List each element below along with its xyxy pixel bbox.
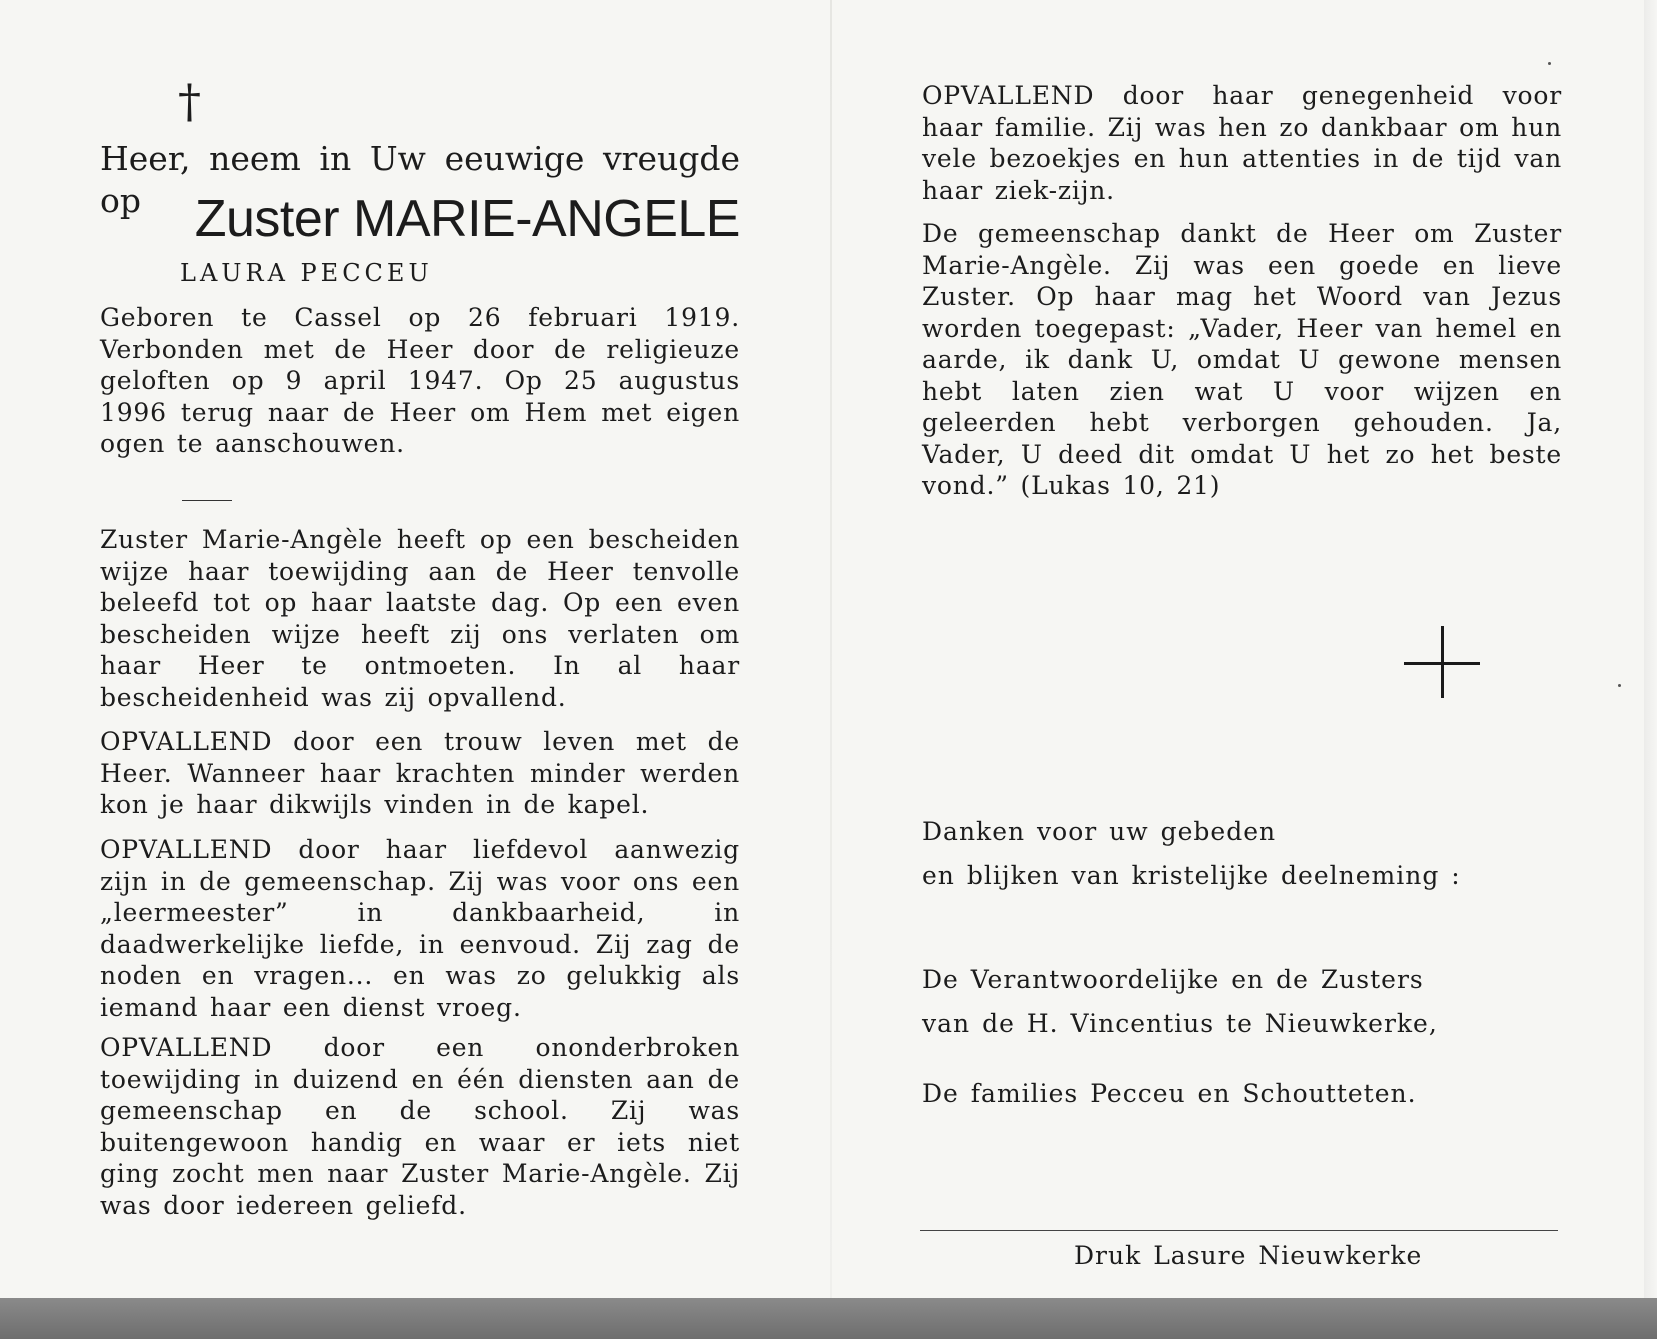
cross-icon: † — [178, 74, 201, 128]
signers-line-3: De families Pecceu en Schoutteten. — [922, 1079, 1417, 1108]
printer-credit: Druk Lasure Nieuwkerke — [1074, 1241, 1423, 1270]
card-fold — [830, 0, 832, 1298]
signers-line-2: van de H. Vincentius te Nieuwkerke, — [922, 1009, 1438, 1038]
divider — [182, 500, 232, 501]
card-edge — [1644, 0, 1657, 1298]
signers-line-1: De Verantwoordelijke en de Zusters — [922, 965, 1424, 994]
bio-paragraph: Geboren te Cassel op 26 februari 1919. Verbonden met de Heer door de religieuze geloften op 9 april 1947. Op 25 augustus 1996 terug naar de Heer om Hem met eigen ogen te aanschouwen. — [100, 303, 740, 458]
paper-speck — [1548, 62, 1551, 65]
tribute-paragraph-1: Zuster Marie-Angèle heeft op een bescheiden wijze haar toewijding aan de Heer tenvolle beleefd tot op haar laatste dag. Op een even bescheiden wijze heeft zij ons verlaten om haar Heer te ontmoeten. In al haar bescheidenheid was zij opvallend. — [100, 525, 740, 712]
scan-background — [0, 1298, 1657, 1339]
tribute-paragraph-5: OPVALLEND door haar genegenheid voor haar familie. Zij was hen zo dankbaar om hun vele bezoekjes en hun attenties in de tijd van haar ziek-zijn. — [922, 81, 1562, 205]
thanks-line-1: Danken voor uw gebeden — [922, 817, 1277, 846]
tribute-paragraph-2: OPVALLEND door een trouw leven met de Heer. Wanneer haar krachten minder werden kon je haar dikwijls vinden in de kapel. — [100, 727, 740, 819]
tribute-paragraph-6: De gemeenschap dankt de Heer om Zuster Marie-Angèle. Zij was een goede en lieve Zuster. Op haar mag het Woord van Jezus worden toegepast: „Vader, Heer van hemel en aarde, ik dank U, omdat U gewone mensen hebt laten zien wat U voor wijzen en geleerden hebt verborgen gehouden. Ja, Vader, U deed dit omdat U het zo het beste vond.” (Lukas 10, 21) — [922, 219, 1562, 500]
birth-name: LAURA PECCEU — [180, 259, 433, 287]
cross-icon-large — [1404, 626, 1480, 698]
tribute-paragraph-4: OPVALLEND door een ononderbroken toewijding in duizend en één diensten aan de gemeenschap en de school. Zij was buitengewoon handig en waar er iets niet ging zocht men naar Zuster Marie-Angèle. Zij was door iedereen geliefd. — [100, 1033, 740, 1220]
footer-rule — [920, 1230, 1558, 1231]
paper-speck — [1618, 684, 1621, 687]
tribute-paragraph-3: OPVALLEND door haar liefdevol aanwezig zijn in de gemeenschap. Zij was voor ons een „leermeester” in dankbaarheid, in daadwerkelijke liefde, in eenvoud. Zij zag de noden en vragen... en was zo gelukkig als iemand haar een dienst vroeg. — [100, 835, 740, 1022]
thanks-line-2: en blijken van kristelijke deelneming : — [922, 861, 1461, 890]
prayer-line: Heer, neem in Uw eeuwige vreugde op — [100, 139, 740, 220]
deceased-name: Zuster MARIE-ANGELE — [194, 190, 740, 248]
